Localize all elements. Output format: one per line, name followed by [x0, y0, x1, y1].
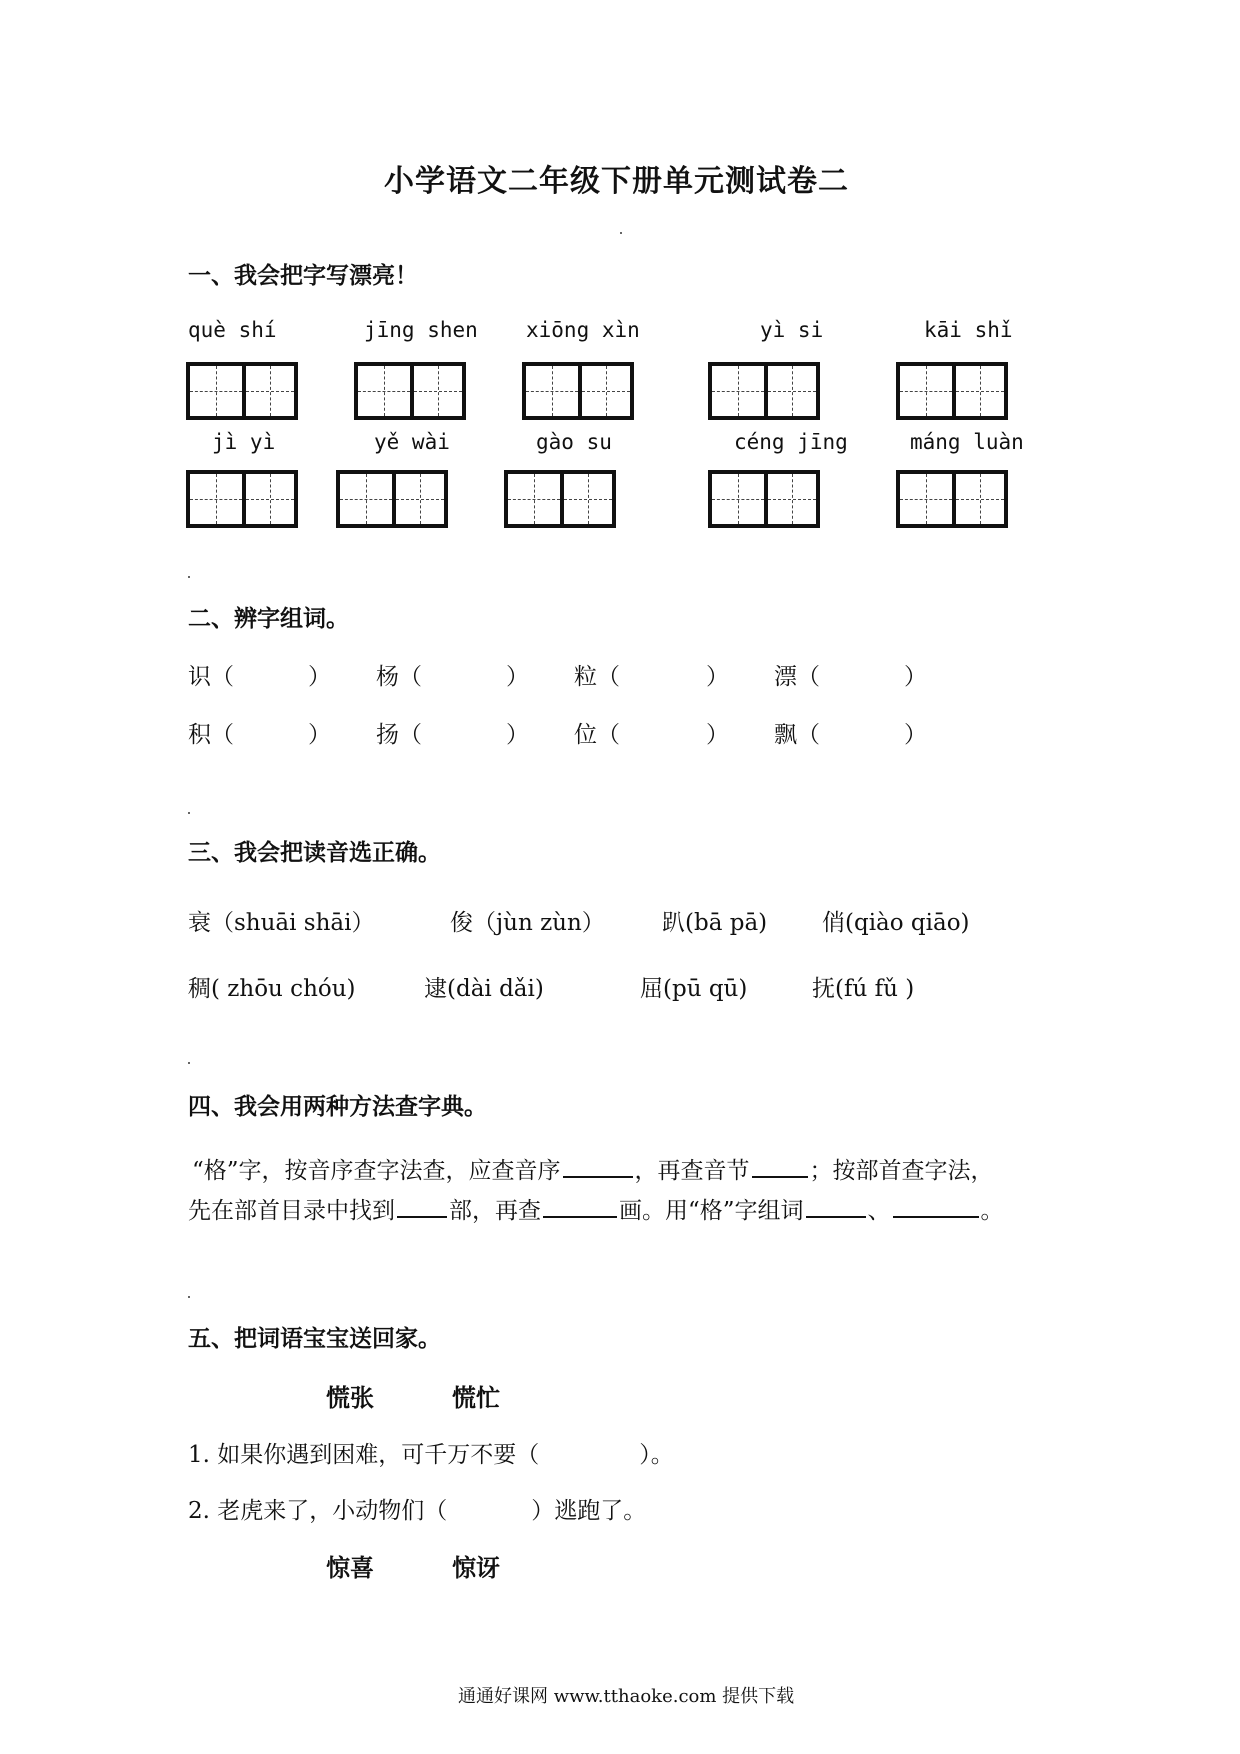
char-grid[interactable] — [522, 362, 634, 420]
section-5-heading: 五、把词语宝宝送回家。 — [188, 1325, 441, 1352]
scan-dot — [188, 1296, 190, 1298]
word-item: 漂（ — [774, 664, 820, 690]
pronunciation-item: 衰（shuāi shāi） — [188, 910, 375, 936]
word-choice: 慌张 — [326, 1383, 374, 1412]
pinyin-4: yì si — [760, 318, 824, 342]
char-grid[interactable] — [504, 470, 616, 528]
word-item: 粒（ — [574, 664, 620, 690]
section-1-heading: 一、我会把字写漂亮！ — [188, 262, 418, 289]
word-item: 积（ — [188, 722, 234, 748]
scan-dot — [188, 576, 190, 578]
pinyin-7: yě wài — [374, 430, 450, 454]
section-2-heading: 二、辨字组词。 — [188, 605, 349, 632]
pinyin-5: kāi shǐ — [924, 318, 1013, 342]
page-title: 小学语文二年级下册单元测试卷二 — [384, 164, 849, 199]
pinyin-10: máng luàn — [910, 430, 1024, 454]
char-grid[interactable] — [354, 362, 466, 420]
dictionary-line-1: “格”字，按音序查字法查，应查音序 ，再查音节 ；按部首查字法， — [192, 1152, 994, 1185]
answer-blank[interactable] — [806, 1193, 866, 1218]
word-close: ） — [706, 664, 729, 690]
char-grid[interactable] — [896, 470, 1008, 528]
word-close: ） — [308, 664, 331, 690]
scan-dot — [620, 232, 622, 234]
pinyin-1: què shí — [188, 318, 277, 342]
char-grid[interactable] — [708, 362, 820, 420]
pronunciation-item: 趴(bā pā) — [662, 910, 768, 936]
word-choice: 慌忙 — [452, 1383, 500, 1412]
char-grid[interactable] — [336, 470, 448, 528]
word-item: 飘（ — [774, 722, 820, 748]
char-grid[interactable] — [186, 362, 298, 420]
word-close: ） — [506, 664, 529, 690]
word-choice: 惊讶 — [452, 1553, 500, 1582]
char-grid[interactable] — [708, 470, 820, 528]
sentence-2: 2. 老虎来了，小动物们（ ）逃跑了。 — [188, 1498, 647, 1524]
char-grid[interactable] — [186, 470, 298, 528]
pinyin-8: gào su — [536, 430, 612, 454]
pinyin-2: jīng shen — [364, 318, 478, 342]
sentence-1: 1. 如果你遇到困难，可千万不要（ ）。 — [188, 1442, 674, 1468]
pinyin-9: céng jīng — [734, 430, 848, 454]
pronunciation-item: 逮(dài dǎi) — [424, 976, 544, 1002]
word-close: ） — [904, 664, 927, 690]
answer-blank[interactable] — [752, 1153, 808, 1178]
section-3-heading: 三、我会把读音选正确。 — [188, 839, 441, 866]
answer-blank[interactable] — [397, 1193, 447, 1218]
word-close: ） — [308, 722, 331, 748]
answer-blank[interactable] — [563, 1153, 633, 1178]
word-item: 识（ — [188, 664, 234, 690]
pronunciation-item: 俏(qiào qiāo) — [822, 910, 970, 936]
scan-dot — [188, 812, 190, 814]
pronunciation-item: 俊（jùn zùn） — [450, 910, 605, 936]
char-grid[interactable] — [896, 362, 1008, 420]
dictionary-line-2: 先在部首目录中找到 部，再查 画。用“格”字组词 、 。 — [188, 1192, 1004, 1225]
section-4-heading: 四、我会用两种方法查字典。 — [188, 1093, 487, 1120]
pronunciation-item: 屈(pū qū) — [640, 976, 748, 1002]
word-item: 扬（ — [376, 722, 422, 748]
answer-blank[interactable] — [893, 1193, 979, 1218]
footer-source: 通通好课网 www.tthaoke.com 提供下载 — [458, 1686, 795, 1707]
pinyin-3: xiōng xìn — [526, 318, 640, 342]
pronunciation-item: 抚(fú fǔ ) — [812, 976, 915, 1002]
word-close: ） — [904, 722, 927, 748]
word-item: 位（ — [574, 722, 620, 748]
word-close: ） — [506, 722, 529, 748]
answer-blank[interactable] — [543, 1193, 617, 1218]
pronunciation-item: 稠( zhōu chóu) — [188, 976, 356, 1002]
scan-dot — [188, 1062, 190, 1064]
pinyin-6: jì yì — [212, 430, 276, 454]
word-close: ） — [706, 722, 729, 748]
word-choice: 惊喜 — [326, 1553, 374, 1582]
word-item: 杨（ — [376, 664, 422, 690]
